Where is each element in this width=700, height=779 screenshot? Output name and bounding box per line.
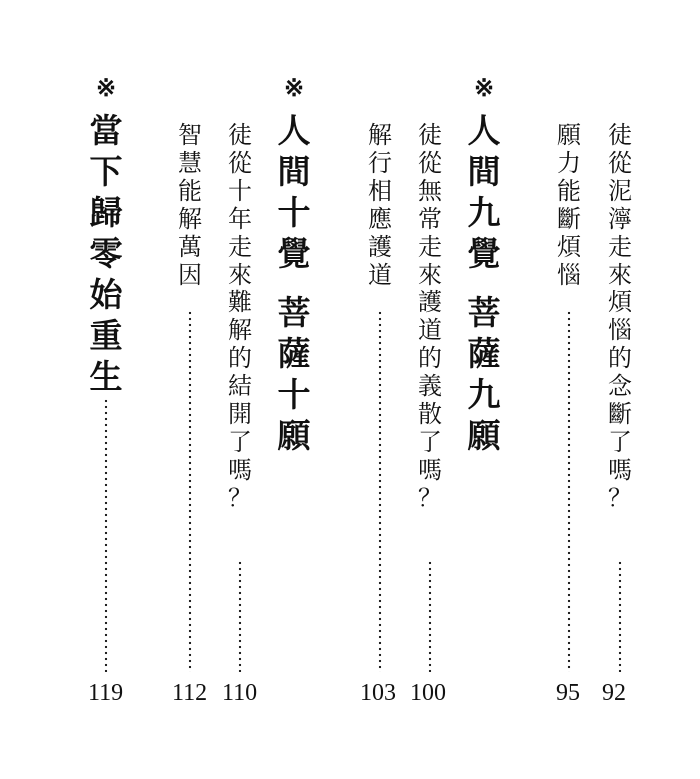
page-number: 92: [602, 680, 626, 706]
toc-entry-title: 智 慧 能 解 萬 因: [178, 121, 202, 289]
section-marker: ※: [95, 73, 117, 102]
dot-leader: [188, 310, 192, 672]
section-title: 人 間 九 覺 菩 薩 九 願: [467, 111, 501, 455]
toc-entry-title: 解 行 相 應 護 道: [368, 121, 392, 289]
dot-leader: [378, 310, 382, 672]
page-number: 110: [222, 680, 258, 706]
toc-entry-title: 徒 從 泥 濘 走 來 煩 惱 的 念 斷 了 嗎 ？: [608, 121, 632, 512]
page-number: 103: [360, 680, 396, 706]
section-marker: ※: [473, 73, 495, 102]
toc-entry-title: 徒 從 無 常 走 來 護 道 的 義 散 了 嗎 ？: [418, 121, 442, 512]
dot-leader: [238, 560, 242, 672]
dot-leader: [104, 398, 108, 672]
dot-leader: [567, 310, 571, 672]
page-number: 112: [172, 680, 208, 706]
dot-leader: [618, 560, 622, 672]
page-number: 119: [88, 680, 124, 706]
section-title: 人 間 十 覺 菩 薩 十 願: [277, 111, 311, 455]
page-number: 95: [556, 680, 580, 706]
section-marker: ※: [283, 73, 305, 102]
section-title: 當 下 歸 零 始 重 生: [89, 111, 123, 396]
page-number: 100: [410, 680, 446, 706]
toc-entry-title: 願 力 能 斷 煩 惱: [557, 121, 581, 289]
dot-leader: [428, 560, 432, 672]
toc-entry-title: 徒 從 十 年 走 來 難 解 的 結 開 了 嗎 ？: [228, 121, 252, 512]
